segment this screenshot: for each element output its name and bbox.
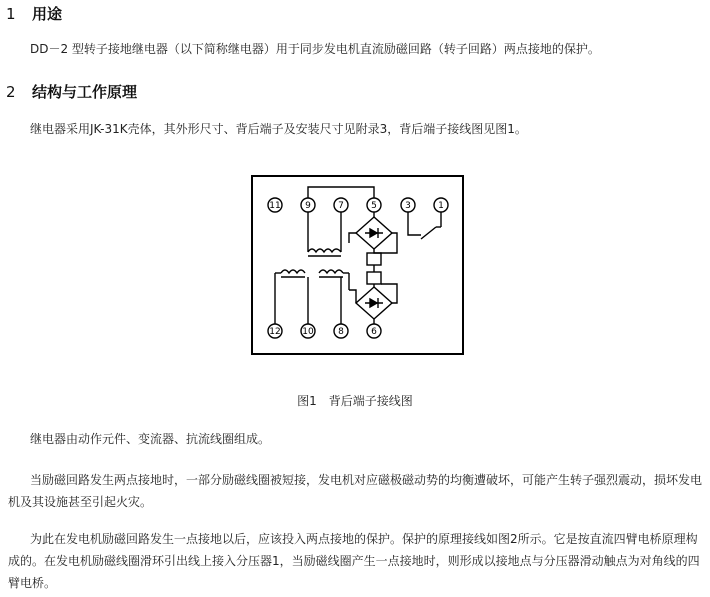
section-number: 2 bbox=[6, 83, 16, 101]
section-2-intro: 继电器采用JK-31K壳体，其外形尺寸、背后端子及安装尺寸见附录3，背后端子接线图见图1。 bbox=[30, 122, 527, 136]
terminal-label: 7 bbox=[338, 201, 344, 211]
terminal-label: 12 bbox=[269, 327, 281, 337]
figure-caption: 图1 背后端子接线图 bbox=[297, 394, 413, 408]
terminal-label: 5 bbox=[371, 201, 377, 211]
terminal-label: 3 bbox=[405, 201, 411, 211]
terminal-label: 11 bbox=[269, 201, 281, 211]
paragraph-protection-principle: 为此在发电机励磁回路发生一点接地以后，应该投入两点接地的保护。保护的原理接线如图2所示。它是按直流四臂电桥原理构成的。在发电机励磁线圈滑环引出线上接入分压器1，当励磁线圈产生一点接地时，则形成以接地点与分压器滑动触点为对角线的四臂电桥。 bbox=[8, 532, 700, 590]
terminal-label: 1 bbox=[438, 201, 444, 211]
wiring-diagram bbox=[251, 175, 464, 355]
section-title: 用途 bbox=[32, 5, 63, 23]
paragraph-two-point-ground: 当励磁回路发生两点接地时，一部分励磁线圈被短接，发电机对应磁极磁动势的均衡遭破坏，可能产生转子强烈震动，损坏发电机及其设施甚至引起火灾。 bbox=[8, 473, 703, 509]
wiring-diagram-svg bbox=[253, 177, 462, 353]
section-title: 结构与工作原理 bbox=[32, 83, 138, 101]
paragraph-components: 继电器由动作元件、变流器、抗流线圈组成。 bbox=[30, 432, 271, 446]
section-1-text: DD－2 型转子接地继电器（以下简称继电器）用于同步发电机直流励磁回路（转子回路）两点接地的保护。 bbox=[30, 42, 600, 56]
section-2-heading bbox=[6, 81, 137, 102]
section-1-heading bbox=[6, 3, 62, 24]
terminal-label: 9 bbox=[305, 201, 311, 211]
terminal-label: 8 bbox=[338, 327, 344, 337]
terminal-label: 6 bbox=[371, 327, 377, 337]
section-number: 1 bbox=[6, 5, 16, 23]
terminal-label: 10 bbox=[302, 327, 314, 337]
